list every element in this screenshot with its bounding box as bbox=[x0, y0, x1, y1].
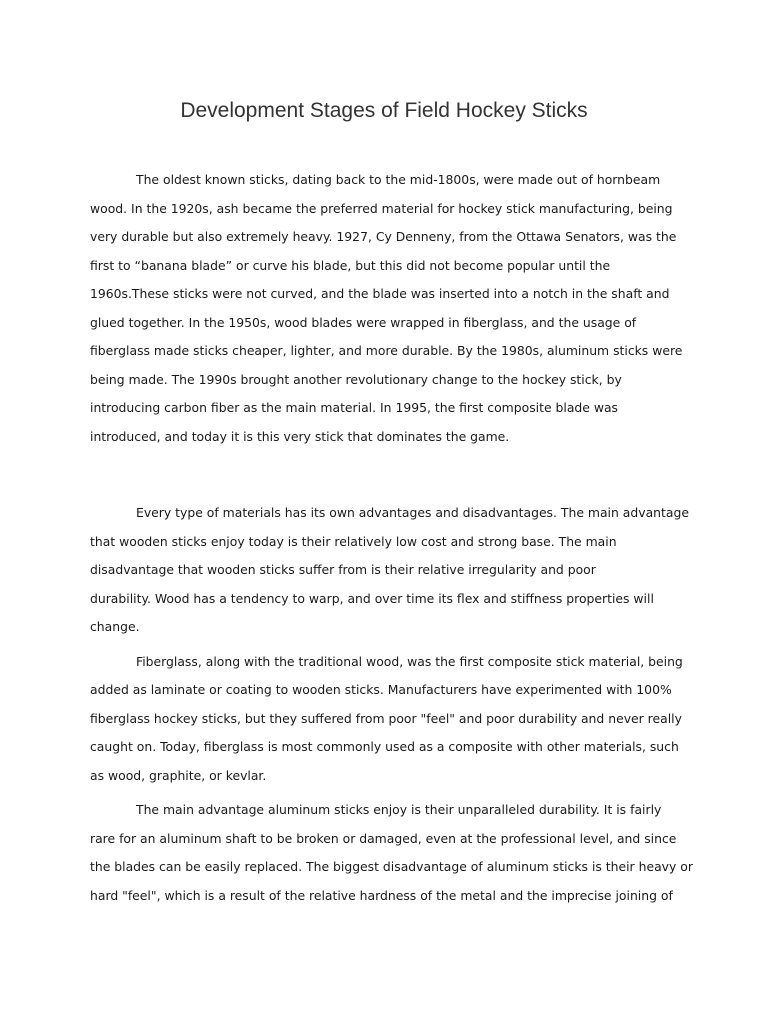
text-line: change. bbox=[90, 619, 140, 634]
text-line: glued together. In the 1950s, wood blades were wrapped in fiberglass, and the usage of bbox=[90, 314, 637, 330]
paragraph-fiberglass bbox=[90, 648, 682, 791]
text-line: added as laminate or coating to wooden sticks. Manufacturers have experimented with 100% bbox=[90, 682, 672, 697]
paragraph-history bbox=[90, 166, 682, 451]
text-line: hard "feel", which is a result of the relative hardness of the metal and the imprecise joining of bbox=[90, 887, 673, 903]
paragraph-materials bbox=[90, 499, 689, 642]
text-line: fiberglass hockey sticks, but they suffered from poor "feel" and poor durability and never really bbox=[90, 710, 682, 726]
document-title: Development Stages of Field Hockey Sticks bbox=[180, 99, 588, 122]
text-line: very durable but also extremely heavy. 1927, Cy Denneny, from the Ottawa Senators, was the bbox=[90, 229, 677, 244]
document-body bbox=[90, 166, 693, 910]
text-line: rare for an aluminum shaft to be broken or damaged, even at the professional level, and since bbox=[90, 830, 677, 846]
text-line: 1960s.These sticks were not curved, and the blade was inserted into a notch in the shaft and bbox=[90, 286, 670, 301]
text-line: first to “banana blade” or curve his blade, but this did not become popular until the bbox=[90, 257, 611, 273]
text-line: The main advantage aluminum sticks enjoy is their unparalleled durability. It is fairly bbox=[136, 802, 662, 817]
text-line: as wood, graphite, or kevlar. bbox=[90, 767, 267, 783]
text-line: the blades can be easily replaced. The biggest disadvantage of aluminum sticks is their heavy or bbox=[90, 859, 693, 874]
text-line: being made. The 1990s brought another revolutionary change to the hockey stick, by bbox=[90, 371, 622, 387]
text-line: disadvantage that wooden sticks suffer from is their relative irregularity and poor bbox=[90, 562, 596, 577]
text-line: Fiberglass, along with the traditional wood, was the first composite stick material, being bbox=[136, 653, 683, 669]
text-line: durability. Wood has a tendency to warp, and over time its flex and stiffness properties will bbox=[90, 590, 654, 606]
text-line: caught on. Today, fiberglass is most commonly used as a composite with other materials, such bbox=[90, 739, 679, 754]
text-line: introducing carbon fiber as the main material. In 1995, the first composite blade was bbox=[90, 400, 619, 415]
text-line: wood. In the 1920s, ash became the preferred material for hockey stick manufacturing, being bbox=[90, 200, 673, 216]
text-line: fiberglass made sticks cheaper, lighter, and more durable. By the 1980s, aluminum sticks were bbox=[90, 343, 683, 358]
paragraph-spacer bbox=[90, 451, 682, 499]
text-line: that wooden sticks enjoy today is their relatively low cost and strong base. The main bbox=[90, 533, 617, 549]
text-line: introduced, and today it is this very stick that dominates the game. bbox=[90, 428, 510, 444]
paragraph-aluminum bbox=[90, 796, 693, 910]
text-line: The oldest known sticks, dating back to the mid-1800s, were made out of hornbeam bbox=[136, 172, 661, 187]
text-line: Every type of materials has its own advantages and disadvantages. The main advantage bbox=[136, 505, 689, 520]
